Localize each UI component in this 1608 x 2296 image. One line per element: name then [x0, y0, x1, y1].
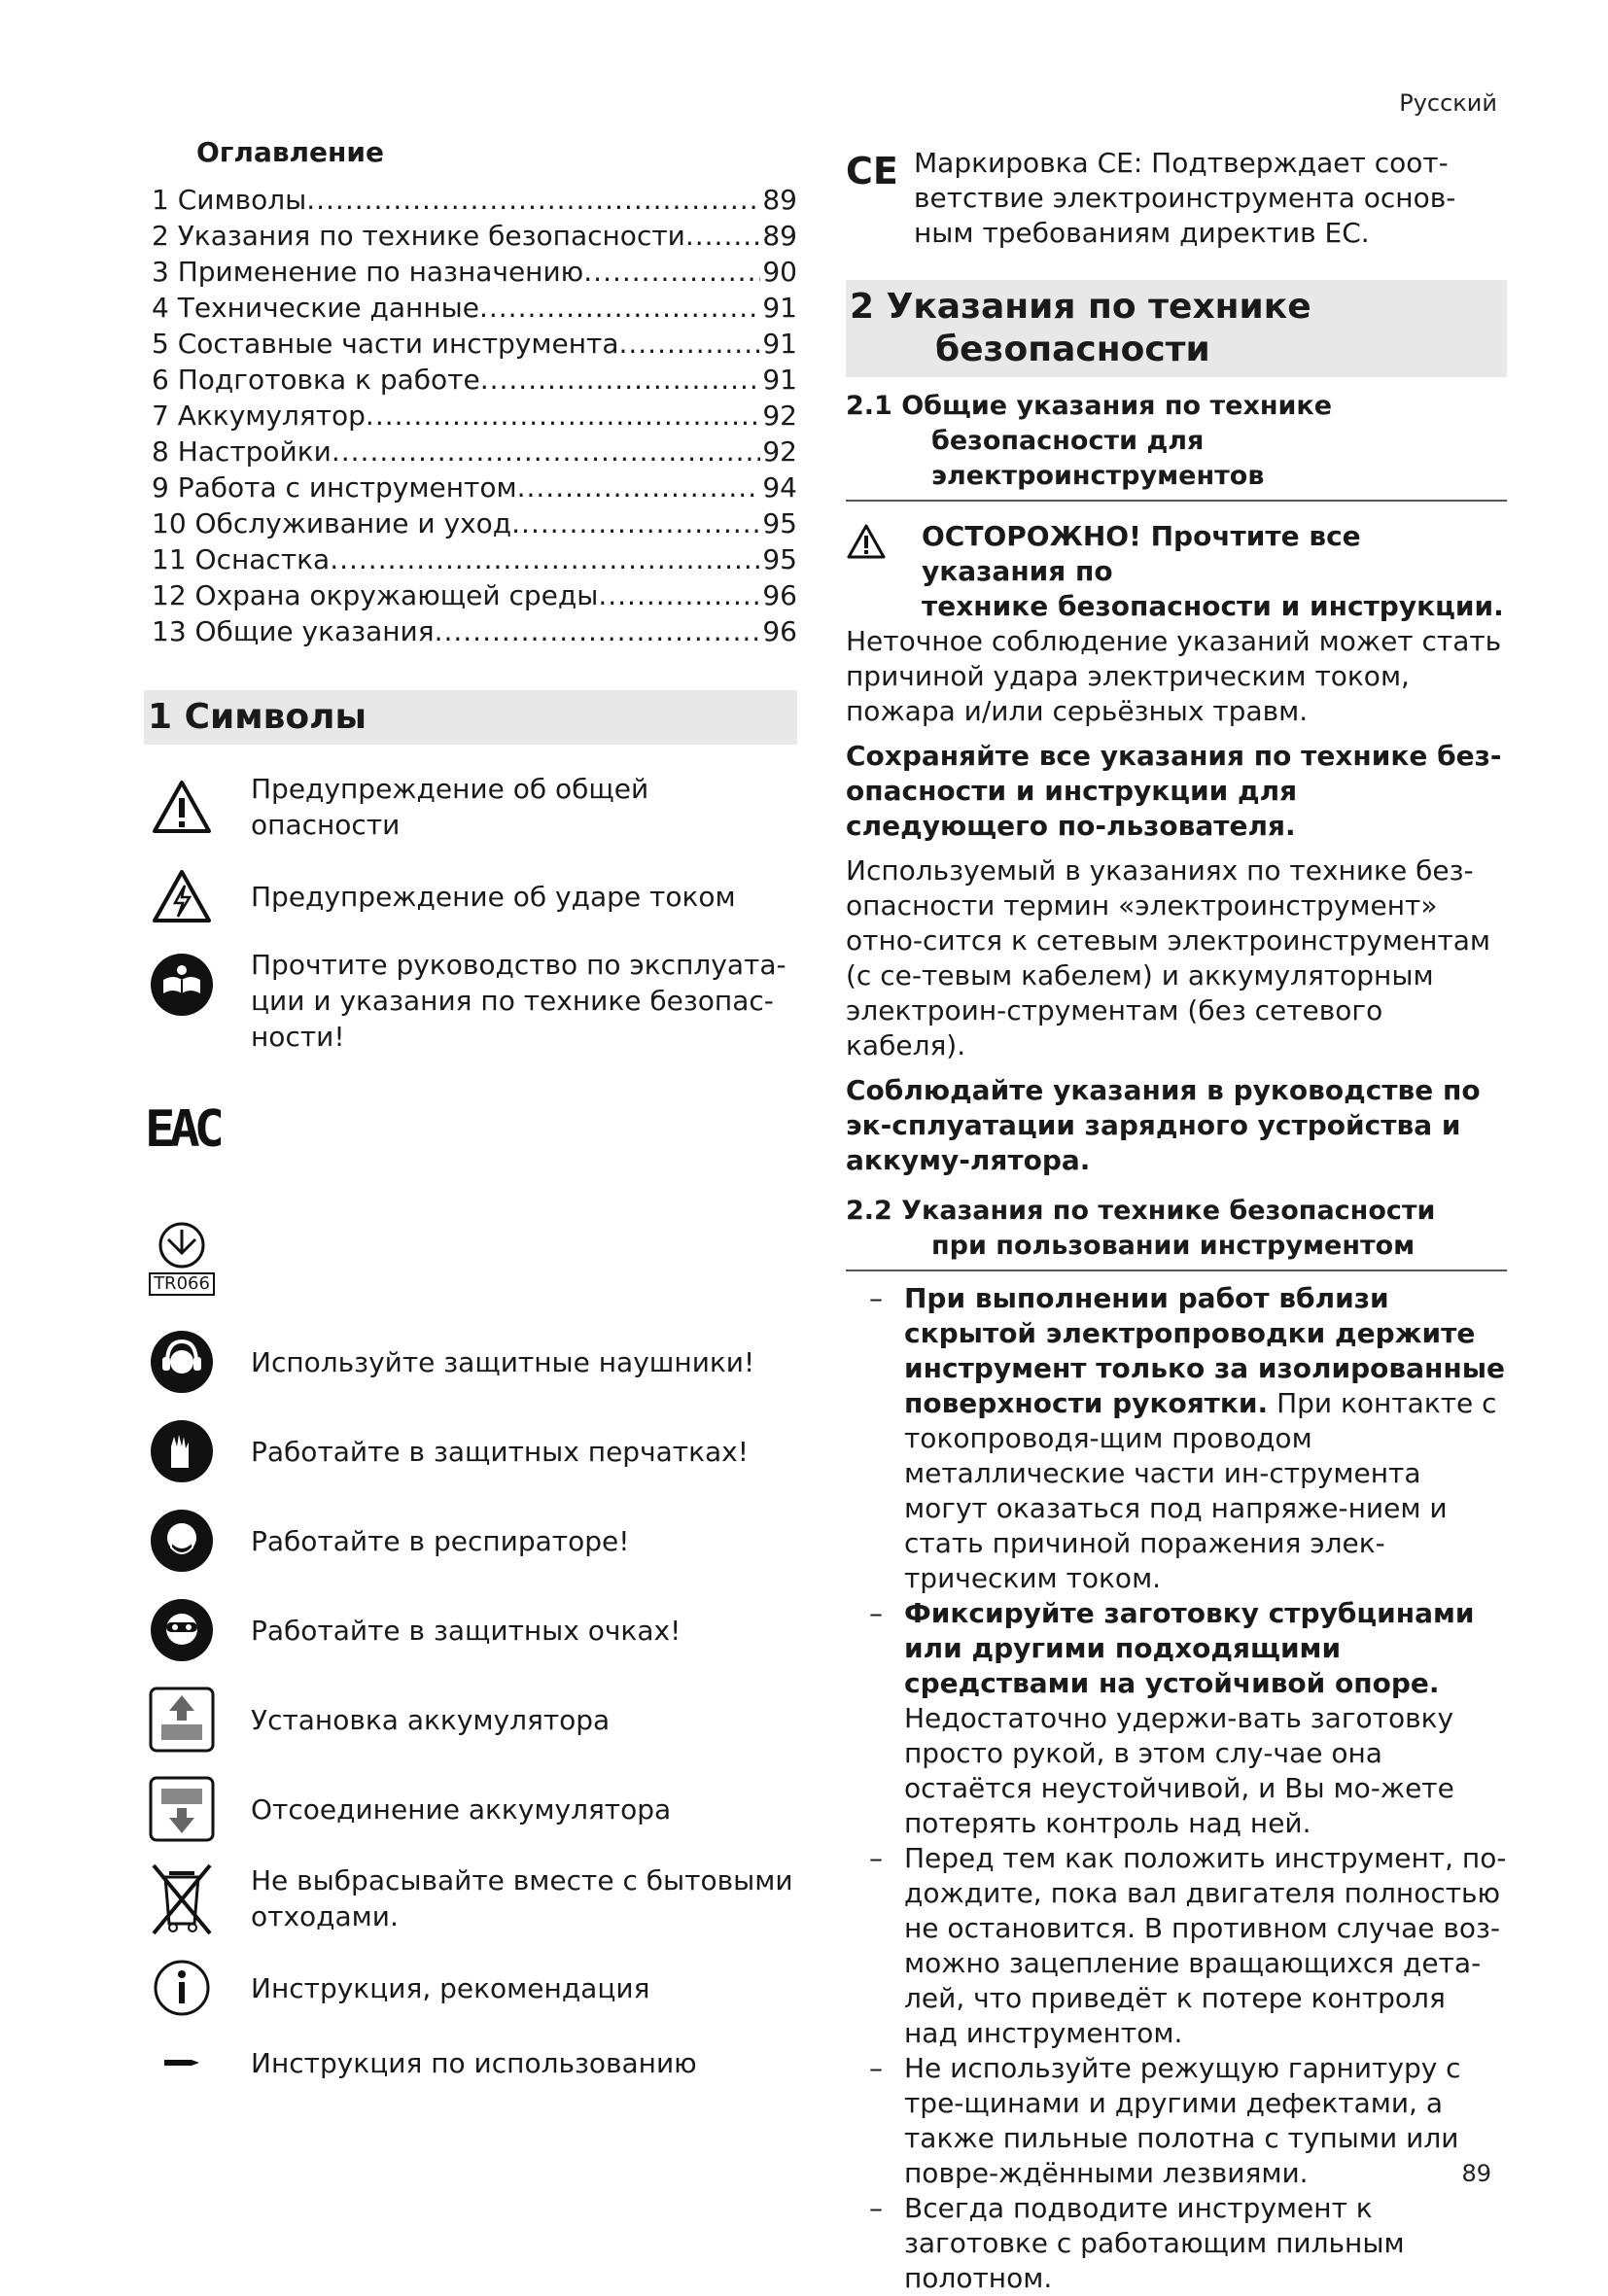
section-2-heading: 2 Указания по технике безопасности [846, 280, 1507, 377]
respirator-icon [144, 1509, 220, 1573]
symbol-row: Не выбрасывайте вместе с бытовыми отходами. [144, 1860, 797, 1937]
toc-item[interactable]: 10 Обслуживание и уход ..... 95 [152, 505, 797, 541]
warning-block: ОСТОРОЖНО! Прочтите все указания по технике безопасности и инструкции. [846, 519, 1507, 624]
section-1-heading: 1 Символы [144, 690, 797, 745]
ce-description: Маркировка CE: Подтверждает соот- ветствие электроинструмента основ- ным требованиям директив ЕС. [914, 147, 1456, 249]
symbol-row: Работайте в респираторе! [144, 1502, 797, 1580]
read-manual-icon [144, 947, 220, 1017]
ear-protection-icon [144, 1330, 220, 1394]
right-column [846, 146, 1507, 2296]
symbol-row: Установка аккумулятора [144, 1681, 797, 1758]
toc-item[interactable]: 5 Составные части инструмента ..... 91 [152, 326, 797, 362]
toc-item[interactable]: 2 Указания по технике безопасности ..... 89 [152, 218, 797, 254]
battery-remove-icon [144, 1775, 220, 1843]
safety-goggles-icon [144, 1598, 220, 1662]
page-number: 89 [1461, 2160, 1491, 2187]
info-icon [144, 1959, 220, 2017]
toc-title: Оглавление [196, 136, 385, 168]
subsection-2-1-heading: 2.1 Общие указания по технике безопасности для электроинструментов [846, 389, 1507, 502]
list-item: – Фиксируйте заготовку струбцинами или другими подходящими средствами на устойчивой опоре. Недостаточно удержи-вать заготовку просто рукой, в этом слу-чае она остаётся неустойчивой, и Вы мо-жете потерять контроль над ней. [869, 1597, 1475, 1839]
battery-insert-icon [144, 1686, 220, 1754]
left-column [144, 136, 797, 2099]
gloves-icon [144, 1419, 220, 1483]
no-household-waste-icon [144, 1860, 220, 1937]
subsection-2-2-heading: 2.2 Указания по технике безопасности при пользовании инструментом [846, 1194, 1507, 1271]
warning-text: Неточное соблюдение указаний может стать причиной удара электрическим током, пожара и/или серьёзных травм. [846, 625, 1502, 727]
symbol-row: Работайте в защитных очках! [144, 1591, 797, 1669]
symbol-row [144, 1066, 797, 1193]
toc-item[interactable]: 7 Аккумулятор ..... 92 [152, 398, 797, 434]
list-item: – При выполнении работ вблизи скрытой электропроводки держите инструмент только за изолированные поверхности рукоятки. При контакте с токопроводя-щим проводом металлические части ин-струмента могут оказаться под напряже-нием и стать причиной поражения элек-трическим током. [869, 1282, 1506, 1594]
ce-mark-row [846, 146, 1507, 251]
toc-item[interactable]: 6 Подготовка к работе ..... 91 [152, 362, 797, 398]
symbol-row: Прочтите руководство по эксплуата- ции и указания по технике безопас- ности! [144, 947, 797, 1055]
symbol-row: Отсоединение аккумулятора [144, 1770, 797, 1848]
eac-mark-icon: EAC [145, 1100, 219, 1159]
symbol-row: Инструкция по использованию [144, 2038, 797, 2087]
term-definition-text: Используемый в указаниях по технике без-опасности термин «электроинструмент» отно-сится к сетевым электроинструментам (с се-тевым кабелем) и аккумуляторным электроин-струментам (без сетевого кабеля). [846, 854, 1491, 1061]
list-item: – Всегда подводите инструмент к заготовке с работающим пильным полотном. [869, 2192, 1405, 2294]
page-language-label: Русский [1399, 89, 1497, 117]
instruction-arrow-icon [144, 2055, 220, 2070]
toc-item[interactable]: 13 Общие указания ..... 96 [152, 613, 797, 649]
toc-item[interactable]: 11 Оснастка ..... 95 [152, 541, 797, 577]
toc-item[interactable]: 8 Настройки ..... 92 [152, 434, 797, 470]
symbol-row: Инструкция, рекомендация [144, 1949, 797, 2027]
symbol-row: Предупреждение об ударе током [144, 857, 797, 935]
warning-triangle-icon [846, 519, 896, 564]
safety-bullet-list [846, 1281, 1507, 2296]
toc-item[interactable]: 9 Работа с инструментом ..... 94 [152, 470, 797, 505]
keep-instructions-text: Сохраняйте все указания по технике без-опасности и инструкции для следующего по-льзователя. [846, 740, 1502, 842]
list-item: – Перед тем как положить инструмент, по-дождите, пока вал двигателя полностью не остановится. В противном случае воз-можно зацепление вращающихся дета-лей, что приведёт к потере контроля над инструментом. [869, 1842, 1507, 2049]
table-of-contents [144, 182, 797, 649]
electric-shock-warning-icon [144, 868, 220, 924]
ce-mark-icon: CE [846, 150, 898, 192]
ukraine-conformity-mark-icon: TR066 [144, 1220, 220, 1296]
toc-item[interactable]: 4 Технические данные ..... 91 [152, 290, 797, 326]
list-item: – Не используйте режущую гарнитуру с тре-щинами и другими дефектами, а также пильные полотна с тупыми или повре-ждёнными лезвиями. [869, 2052, 1461, 2189]
general-warning-icon [144, 779, 220, 835]
toc-item[interactable]: 3 Применение по назначению ..... 90 [152, 254, 797, 290]
charger-instructions-text: Соблюдайте указания в руководстве по эк-сплуатации зарядного устройства и аккуму-лятора. [846, 1074, 1481, 1176]
toc-item[interactable]: 12 Охрана окружающей среды ..... 96 [152, 577, 797, 613]
symbol-row: Используйте защитные наушники! [144, 1323, 797, 1401]
symbol-row: Предупреждение об общей опасности [144, 768, 797, 846]
toc-item[interactable]: 1 Символы ..... 89 [152, 182, 797, 218]
symbol-row: Работайте в защитных перчатках! [144, 1412, 797, 1490]
symbols-list [144, 768, 797, 2087]
symbol-row [144, 1204, 797, 1311]
